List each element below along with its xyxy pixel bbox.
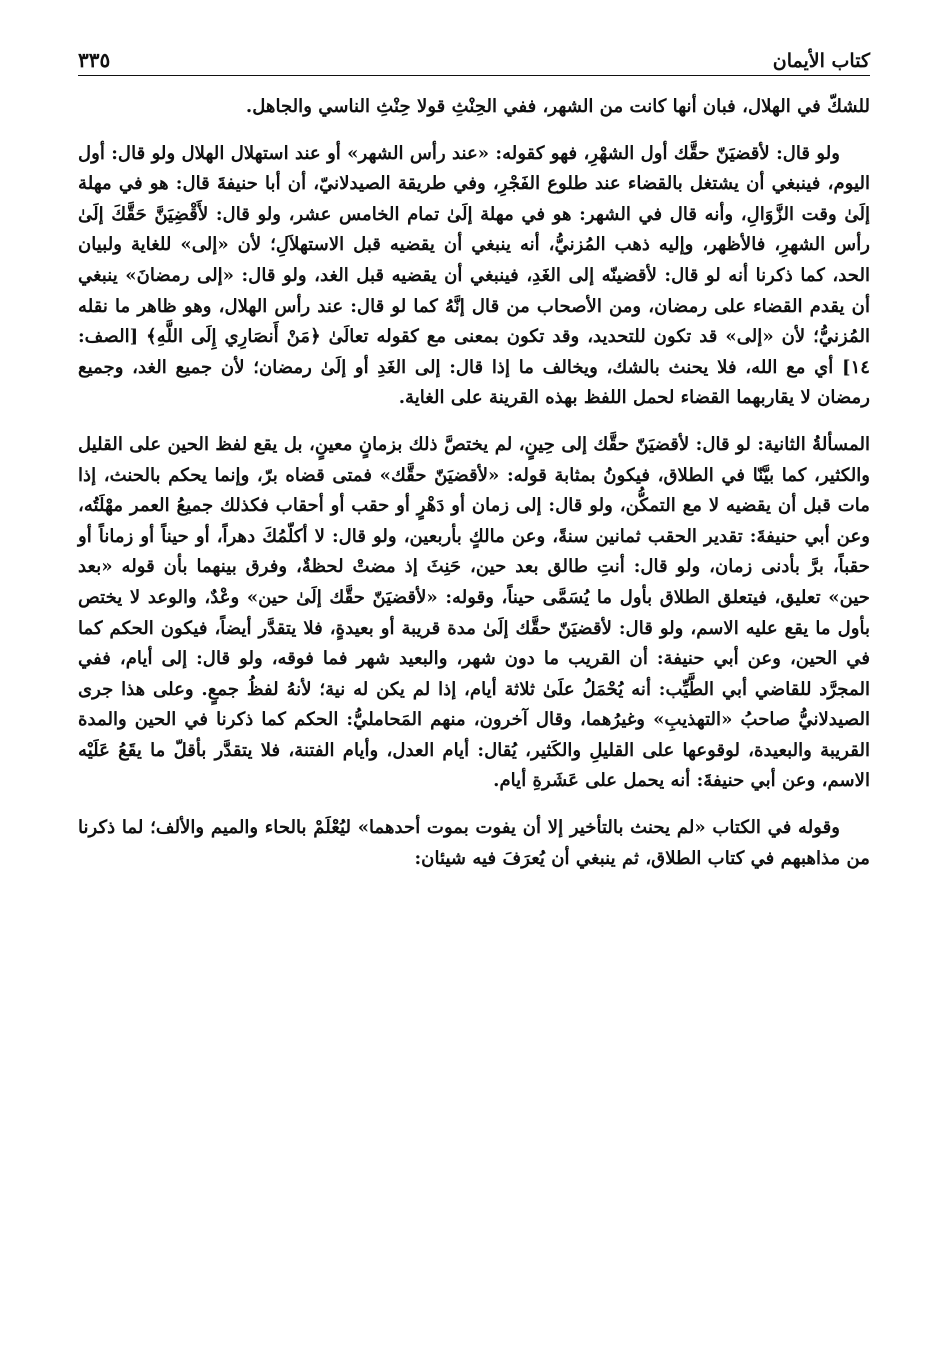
- paragraph-continuation: [78, 92, 870, 123]
- header-divider: [78, 75, 870, 76]
- paragraph-text: للشكّ في الهلال، فبان أنها كانت من الشهر، ففي الحِنْثِ قولا حِنْثِ الناسي والجاهل.: [245, 96, 870, 117]
- paragraph-second-issue: [78, 430, 870, 797]
- section-heading: المسألةُ الثانية:: [757, 433, 870, 455]
- running-title: كتاب الأيمان: [772, 50, 870, 72]
- page-number: ٣٣٥: [78, 48, 111, 72]
- paragraph-text: وقوله في الكتاب «لم يحنث بالتأخير إلا أن يفوت بموت أحدهما» ليُعْلَمْ بالحاء والميم والألف؛ لما ذكرنا من مذاهبهم في كتاب الطلاق، ثم ينبغي أن يُعرَفَ فيه شيئان:: [78, 817, 870, 869]
- paragraph-text: ولو قال: لأقضيَنّ حقَّك أول الشهْرِ، فهو كقوله: «عند رأس الشهر» أو عند استهلال الهلال ولو قال: أول اليوم، فينبغي أن يشتغل بالقضاء عند طلوع الفَجْرِ، وفي طريقة الصيدلانيّ، أن أبا حنيفةَ قال: هو في مهلة إلَىٰ وقت الزَّوَالِ، وأنه قال في الشهر: هو في مهلة إلَىٰ تمام الخامس عشر، ولو قال: لأَقْضِيَنَّ حَقَّكَ إلَىٰ رأس الشهرِ، فالأظهر، وإليه ذهب المُزنيُّ، أنه ينبغي أن يقضيه قبل الاستهلاَلِ؛ لأن «إلى» للغاية ولبيان الحد، كما ذكرنا أنه لو قال: لأقضينّه إلى الغَدِ، فينبغي أن يقضيه قبل الغد، ولو قال: «إلى رمضانَ» ينبغي أن يقدم القضاء على رمضان، ومن الأصحاب من قال إنَّهُ كما لو قال: عند رأس الهلال، وهو ظاهر ما نقله المُزنيُّ؛ لأن «إلى» قد تكون للتحديد، وقد تكون بمعنى مع كقوله تعالَىٰ ﴿مَنْ أَنصَارِي إِلَى اللَّهِ﴾ [الصف: ١٤] أي مع الله، فلا يحنث بالشك، ويخالف ما إذا قال: إلى الغَدِ أو إلَىٰ رمضان؛ لأن جميع الغد، وجميع رمضان لا يقاربهما القضاء لحمل اللفظ بهذه القرينة على الغاية.: [78, 142, 870, 409]
- paragraph-first-issue: [78, 139, 870, 414]
- paragraph-commentary: [78, 813, 870, 874]
- page-header: [78, 34, 870, 72]
- paragraph-text: لو قال: لأقضيَنّ حقَّك إلى حِينٍ، لم يختصَّ ذلك بزمانٍ معينٍ، بل يقع لفظ الحين على القليل والكثير، كما بيَّنّا في الطلاق، فيكونُ بمثابة قوله: «لأقضيَنّ حقَّك» فمتى قضاه برّ، وإنما يحكم بالحنث، إذا مات قبل أن يقضيه لا مع التمكُّن، ولو قال: إلى زمان أو دَهْرٍ أو حقب أو أحقاب فكذلك جميعُ العمر مهْلَتُه، وعن أبي حنيفةَ: تقدير الحقب ثمانين سنةً، وعن مالكٍ بأربعين، ولو قال: لا أكلّمُكَ دهراً، أو حيناً أو زماناً أو حقباً، برَّ بأدنى زمان، ولو قال: أنتِ طالق بعد حين، حَنِثَ إذ مضتْ لحظةٌ، وفرق بينهما بأن قوله «بعد حين» تعليق، فيتعلق الطلاق بأول ما يُسَمَّى حيناً، وقوله: «لأقضيَنّ حقَّك إلَىٰ حين» وعْدٌ، والوعد لا يختص بأول ما يقع عليه الاسم، ولو قال: لأقضيَنّ حقَّك إلَىٰ مدة قريبة أو بعيدةٍ، فلا يتقدَّر أيضاً، فيكون الحكم كما في الحين، وعن أبي حنيفة: أن القريب ما دون شهر، والبعيد شهر فما فوقه، ولو قال: إلى أيام، ففي المجرَّد للقاضي أبي الطَّيِّب: أنه يُحْمَلُ علَىٰ ثلاثة أيام، إذا لم يكن له نية؛ لأنهُ لفظُ جمعٍ. وعلى هذا جرى الصيدلانيُّ صاحبُ «التهذيبِ» وغيرُهما، وقال آخرون، منهم المَحامليُّ: الحكم كما ذكرنا في الحين والمدة القريبة والبعيدة، لوقوعها على القليلِ والكَثير، يُقال: أيام العدل، وأيام الفتنة، فلا يتقدَّر بأقلّ ما يقَعُ عَلَيْه الاسم، وعن أبي حنيفةَ: أنه يحمل على عَشَرةِ أيام.: [78, 433, 870, 792]
- body-text: [78, 92, 870, 874]
